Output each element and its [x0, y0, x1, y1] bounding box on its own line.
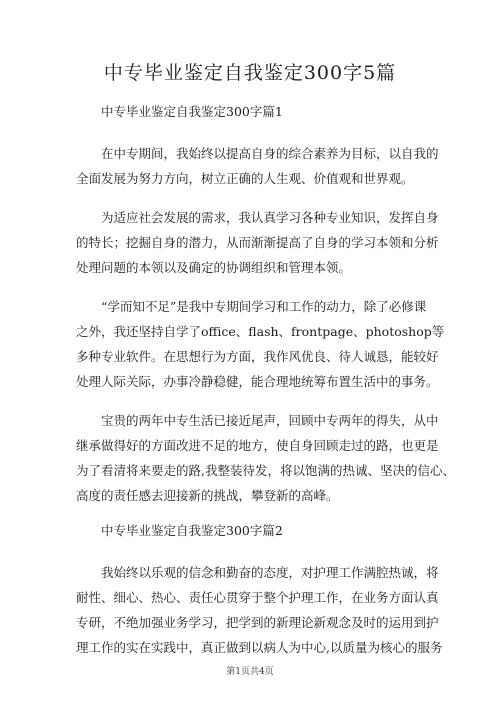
paragraph-line: 我始终以乐观的信念和勤奋的态度，对护理工作满腔热诚，将: [101, 565, 439, 580]
paragraph-line: 多种专业软件。在思想行为方面，我作风优良、待人诚恳，能较好: [76, 349, 439, 364]
paragraph-line: 全面发展为努力方向，树立正确的人生观、价值观和世界观。: [76, 171, 414, 186]
paragraph: [76, 141, 439, 191]
document-title: 中专毕业鉴定自我鉴定300字5篇: [103, 62, 397, 84]
paragraph-line: 处理问题的本领以及确定的协调组织和管理本领。: [76, 260, 352, 275]
section-heading: 中专毕业鉴定自我鉴定300字篇2: [101, 523, 283, 538]
paragraph: [76, 560, 443, 660]
paragraph-line: 的特长；挖掘自身的潜力，从而渐渐提高了自身的学习本领和分析: [76, 235, 439, 250]
page-footer: 第1页共4页: [226, 667, 274, 677]
paragraph-line: 理工作的实在实践中，真正做到以病人为中心,以质量为核心的服务: [76, 640, 443, 655]
paragraph-line: 宝贵的两年中专生活已接近尾声，回顾中专两年的得失，从中: [101, 413, 439, 428]
paragraph-line: 高度的责任感去迎接新的挑战，攀登新的高峰。: [76, 488, 339, 503]
paragraph-line: 继承做得好的方面改进不足的地方，使自身回顾走过的路，也更是: [76, 438, 439, 453]
section-2: [76, 522, 443, 660]
paragraph-line: “学而知不足”是我中专期间学习和工作的动力，除了必修课: [101, 299, 427, 314]
paragraph-line: 为了看清将来要走的路,我整装待发，将以饱满的热诚、坚决的信心、: [76, 463, 455, 478]
paragraph-line: 处理人际关际，办事冷静稳健，能合理地统筹布置生活中的事务。: [76, 374, 439, 389]
paragraph-line: 专研，不绝加强业务学习，把学到的新理论新观念及时的运用到护: [76, 615, 439, 630]
paragraph: [76, 294, 445, 394]
paragraph: [76, 408, 455, 508]
section-1: [76, 103, 455, 508]
paragraph-line: 耐性、细心、热心、责任心贯穿于整个护理工作，在业务方面认真: [76, 590, 439, 605]
paragraph-line: 为适应社会发展的需求，我认真学习各种专业知识，发挥自身: [101, 210, 439, 225]
paragraph-line: 之外，我还坚持自学了office、flash、frontpage、photoshop等: [76, 324, 445, 339]
document-body: [76, 103, 455, 674]
paragraph: [76, 205, 439, 280]
section-heading: 中专毕业鉴定自我鉴定300字篇1: [101, 104, 283, 119]
paragraph-line: 在中专期间，我始终以提高自身的综合素养为目标，以自我的: [101, 146, 439, 161]
